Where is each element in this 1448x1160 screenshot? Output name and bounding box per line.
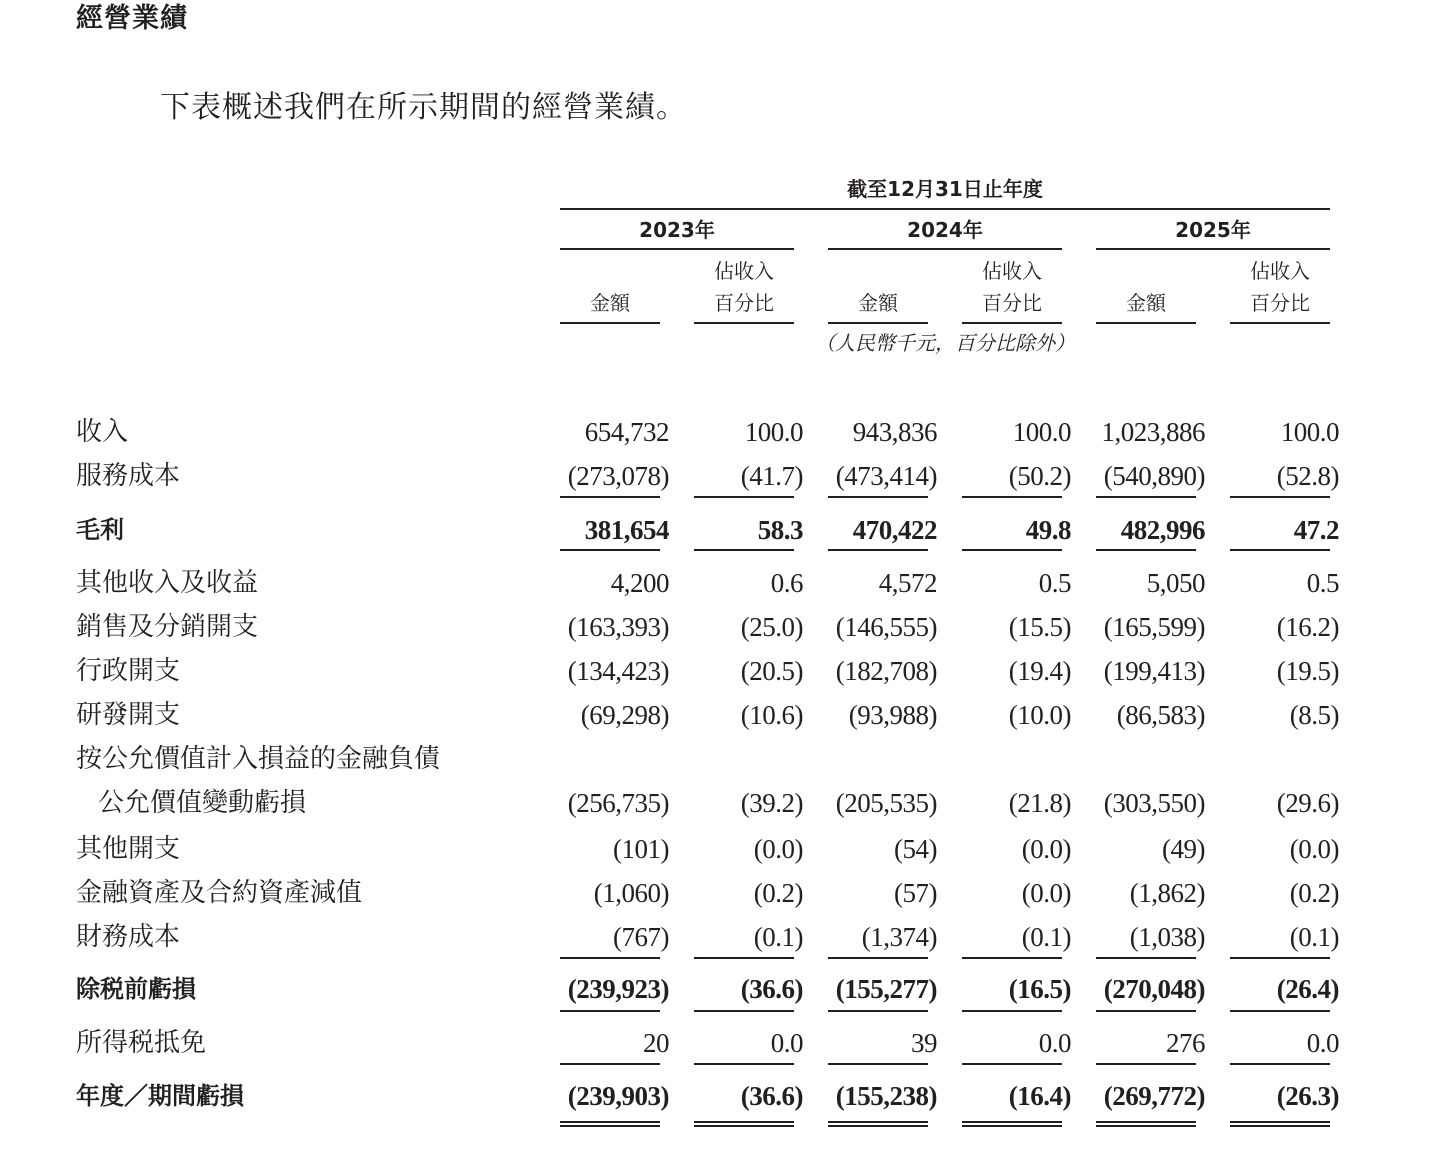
row-label: 年度／期間虧損	[76, 1082, 244, 1110]
value-cell: 276	[1166, 1028, 1205, 1058]
row-label: 其他開支	[76, 834, 181, 863]
table-row-total	[0, 1074, 1448, 1118]
value-cell: (86,583)	[1116, 700, 1205, 730]
value-cell: 4,200	[610, 568, 669, 598]
row-label: 按公允價值計入損益的金融負債	[76, 744, 441, 773]
value-cell: (10.6)	[740, 700, 803, 730]
sum-rule	[560, 1010, 660, 1012]
sum-rule	[1096, 549, 1196, 551]
value-cell: 0.6	[770, 568, 803, 598]
col-rule	[828, 322, 928, 324]
value-cell: (29.6)	[1276, 788, 1339, 818]
pct-col-header-line2: 百分比	[714, 291, 774, 315]
row-label: 公允價值變動虧損	[98, 788, 307, 817]
year-2023-header: 2023年	[639, 218, 715, 242]
pct-col-header-line2: 百分比	[982, 291, 1042, 315]
value-cell: (1,374)	[861, 922, 937, 952]
amount-col-header: 金額	[858, 291, 898, 315]
row-label: 除税前虧損	[76, 975, 196, 1003]
sum-rule	[828, 1063, 928, 1065]
sum-rule	[560, 1063, 660, 1065]
value-cell: (165,599)	[1103, 612, 1205, 642]
value-cell: (1,038)	[1129, 922, 1205, 952]
value-cell: (146,555)	[835, 612, 937, 642]
value-cell: (270,048)	[1103, 974, 1205, 1004]
value-cell: (69,298)	[580, 700, 669, 730]
amount-col-header: 金額	[1126, 291, 1166, 315]
table-row	[0, 454, 1448, 498]
value-cell: 20	[643, 1028, 669, 1058]
value-cell: (36.6)	[740, 974, 803, 1004]
value-cell: (52.8)	[1276, 461, 1339, 491]
value-cell: 381,654	[584, 515, 669, 545]
col-rule	[694, 322, 794, 324]
pct-col-header-line1: 佔收入	[1250, 259, 1310, 283]
value-cell: (155,277)	[835, 974, 937, 1004]
value-cell: (21.8)	[1008, 788, 1071, 818]
sum-rule	[1230, 496, 1330, 498]
sum-rule	[1230, 1063, 1330, 1065]
sum-rule	[1096, 496, 1196, 498]
value-cell: (239,903)	[567, 1081, 669, 1111]
unit-note: （人民幣千元，百分比除外）	[815, 333, 1075, 355]
table-row-subtotal	[0, 967, 1448, 1011]
value-cell: (182,708)	[835, 656, 937, 686]
value-cell: (57)	[894, 878, 937, 908]
sum-rule	[694, 496, 794, 498]
value-cell: (0.0)	[753, 834, 803, 864]
value-cell: 1,023,886	[1101, 417, 1205, 447]
value-cell: (0.0)	[1021, 834, 1071, 864]
sum-rule	[962, 1010, 1062, 1012]
total-double-rule	[694, 1121, 794, 1127]
value-cell: (134,423)	[567, 656, 669, 686]
value-cell: (163,393)	[567, 612, 669, 642]
value-cell: (26.3)	[1276, 1081, 1339, 1111]
value-cell: 39	[911, 1028, 937, 1058]
value-cell: (101)	[613, 834, 669, 864]
value-cell: (199,413)	[1103, 656, 1205, 686]
value-cell: 0.5	[1038, 568, 1071, 598]
value-cell: (155,238)	[835, 1081, 937, 1111]
row-label: 毛利	[76, 516, 124, 544]
value-cell: 0.5	[1306, 568, 1339, 598]
value-cell: 100.0	[1012, 417, 1071, 447]
pct-col-header-line1: 佔收入	[982, 259, 1042, 283]
sum-rule	[962, 957, 1062, 959]
value-cell: 100.0	[744, 417, 803, 447]
value-cell: (205,535)	[835, 788, 937, 818]
value-cell: 4,572	[878, 568, 937, 598]
col-rule	[1230, 322, 1330, 324]
value-cell: (8.5)	[1289, 700, 1339, 730]
value-cell: (0.2)	[1289, 878, 1339, 908]
value-cell: 47.2	[1293, 515, 1339, 545]
value-cell: (0.0)	[1021, 878, 1071, 908]
year-rule	[560, 248, 794, 250]
table-row	[0, 693, 1448, 737]
value-cell: 0.0	[1306, 1028, 1339, 1058]
section-heading: 經營業績	[76, 3, 188, 34]
value-cell: 943,836	[852, 417, 937, 447]
sum-rule	[694, 1063, 794, 1065]
value-cell: (273,078)	[567, 461, 669, 491]
total-double-rule	[1230, 1121, 1330, 1127]
pct-col-header-line2: 百分比	[1250, 291, 1310, 315]
value-cell: (36.6)	[740, 1081, 803, 1111]
value-cell: (39.2)	[740, 788, 803, 818]
value-cell: 5,050	[1146, 568, 1205, 598]
sum-rule	[1230, 549, 1330, 551]
value-cell: (0.1)	[1289, 922, 1339, 952]
sum-rule	[962, 549, 1062, 551]
total-double-rule	[1096, 1121, 1196, 1127]
value-cell: (269,772)	[1103, 1081, 1205, 1111]
value-cell: 58.3	[757, 515, 803, 545]
sum-rule	[828, 496, 928, 498]
value-cell: 49.8	[1025, 515, 1071, 545]
table-row	[0, 737, 1448, 781]
sum-rule	[1230, 957, 1330, 959]
amount-col-header: 金額	[590, 291, 630, 315]
total-double-rule	[828, 1121, 928, 1127]
value-cell: (1,060)	[593, 878, 669, 908]
table-row	[0, 561, 1448, 605]
total-double-rule	[962, 1121, 1062, 1127]
value-cell: 482,996	[1120, 515, 1205, 545]
value-cell: (93,988)	[848, 700, 937, 730]
table-row	[0, 605, 1448, 649]
col-rule	[560, 322, 660, 324]
value-cell: (25.0)	[740, 612, 803, 642]
sum-rule	[828, 549, 928, 551]
value-cell: 0.0	[1038, 1028, 1071, 1058]
value-cell: (0.0)	[1289, 834, 1339, 864]
row-label: 所得税抵免	[76, 1028, 207, 1057]
value-cell: (303,550)	[1103, 788, 1205, 818]
value-cell: (50.2)	[1008, 461, 1071, 491]
value-cell: (10.0)	[1008, 700, 1071, 730]
value-cell: (0.2)	[753, 878, 803, 908]
table-row	[0, 781, 1448, 825]
sum-rule	[828, 1010, 928, 1012]
table-row	[0, 410, 1448, 454]
row-label: 研發開支	[76, 700, 181, 729]
sum-rule	[1096, 1010, 1196, 1012]
value-cell: (473,414)	[835, 461, 937, 491]
period-header: 截至12月31日止年度	[847, 177, 1043, 201]
value-cell: 470,422	[852, 515, 937, 545]
sum-rule	[694, 957, 794, 959]
sum-rule	[828, 957, 928, 959]
value-cell: (19.4)	[1008, 656, 1071, 686]
sum-rule	[962, 1063, 1062, 1065]
value-cell: (16.4)	[1008, 1081, 1071, 1111]
value-cell: (54)	[894, 834, 937, 864]
col-rule	[962, 322, 1062, 324]
pct-col-header-line1: 佔收入	[714, 259, 774, 283]
value-cell: 100.0	[1280, 417, 1339, 447]
year-2025-header: 2025年	[1175, 218, 1251, 242]
col-rule	[1096, 322, 1196, 324]
value-cell: 654,732	[584, 417, 669, 447]
intro-sentence: 下表概述我們在所示期間的經營業績。	[160, 91, 687, 124]
table-row	[0, 871, 1448, 915]
value-cell: (49)	[1162, 834, 1205, 864]
value-cell: 0.0	[770, 1028, 803, 1058]
row-label: 服務成本	[76, 461, 181, 490]
value-cell: (540,890)	[1103, 461, 1205, 491]
value-cell: (15.5)	[1008, 612, 1071, 642]
row-label: 財務成本	[76, 922, 181, 951]
table-row	[0, 1021, 1448, 1065]
row-label: 行政開支	[76, 656, 181, 685]
value-cell: (1,862)	[1129, 878, 1205, 908]
total-double-rule	[560, 1121, 660, 1127]
row-label: 其他收入及收益	[76, 568, 259, 597]
sum-rule	[560, 496, 660, 498]
sum-rule	[962, 496, 1062, 498]
value-cell: (19.5)	[1276, 656, 1339, 686]
value-cell: (20.5)	[740, 656, 803, 686]
table-row	[0, 827, 1448, 871]
table-row-subtotal	[0, 508, 1448, 552]
row-label: 收入	[76, 417, 129, 446]
sum-rule	[1096, 957, 1196, 959]
header-rule	[560, 208, 1330, 210]
row-label: 銷售及分銷開支	[76, 612, 259, 641]
year-rule	[828, 248, 1062, 250]
sum-rule	[694, 549, 794, 551]
sum-rule	[1230, 1010, 1330, 1012]
table-row	[0, 649, 1448, 693]
value-cell: (16.5)	[1008, 974, 1071, 1004]
table-row	[0, 915, 1448, 959]
value-cell: (239,923)	[567, 974, 669, 1004]
sum-rule	[560, 957, 660, 959]
sum-rule	[560, 549, 660, 551]
value-cell: (0.1)	[1021, 922, 1071, 952]
value-cell: (0.1)	[753, 922, 803, 952]
sum-rule	[1096, 1063, 1196, 1065]
value-cell: (26.4)	[1276, 974, 1339, 1004]
year-2024-header: 2024年	[907, 218, 983, 242]
row-label: 金融資產及合約資產減值	[76, 878, 363, 907]
value-cell: (16.2)	[1276, 612, 1339, 642]
year-rule	[1096, 248, 1330, 250]
value-cell: (41.7)	[740, 461, 803, 491]
value-cell: (767)	[613, 922, 669, 952]
value-cell: (256,735)	[567, 788, 669, 818]
sum-rule	[694, 1010, 794, 1012]
